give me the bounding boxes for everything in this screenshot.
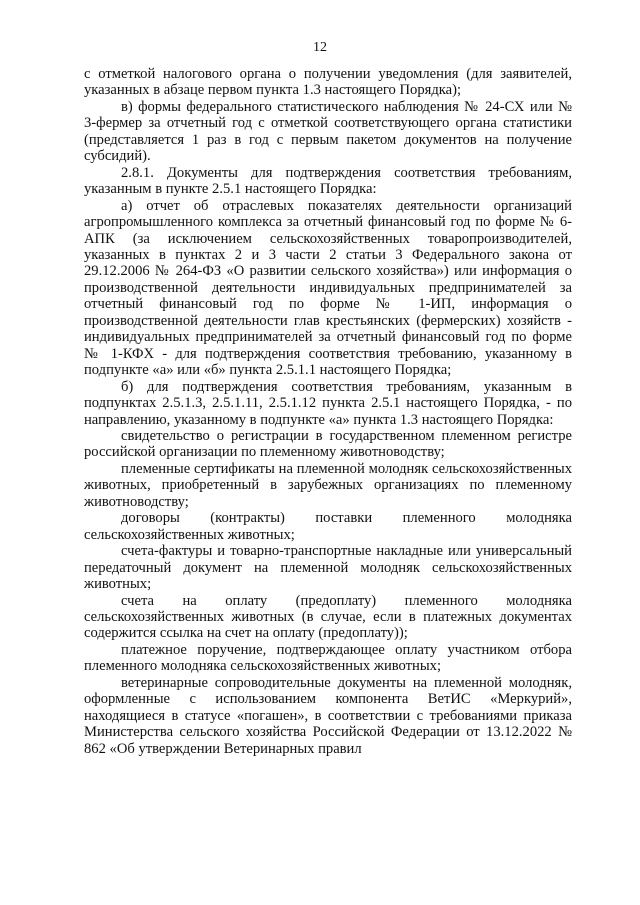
page-number: 12 — [313, 40, 327, 55]
paragraph-item-v: в) формы федерального статистического наблюдения № 24-СХ или № 3-фермер за отчетный год с отметкой соответствующего органа статистики (представляется 1 раз в год с первым пакетом документов на получение субсидий). — [84, 98, 572, 165]
paragraph-payment-invoices: счета на оплату (предоплату) племенного молодняка сельскохозяйственных животных (в случае, если в платежных документах содержится ссылка на счет на оплату (предоплату)); — [84, 592, 572, 642]
paragraph-payment-order: платежное поручение, подтверждающее оплату участником отбора племенного молодняка сельскохозяйственных животных; — [84, 641, 572, 675]
paragraph-registration-certificate: свидетельство о регистрации в государственном племенном регистре российской организации по племенному животноводству; — [84, 427, 572, 461]
paragraph-supply-contracts: договоры (контракты) поставки племенного молодняка сельскохозяйственных животных; — [84, 510, 572, 543]
paragraph-invoices: счета-фактуры и товарно-транспортные накладные или универсальный передаточный документ на племенной молодняк сельскохозяйственных животных; — [84, 543, 572, 593]
paragraph-item-a: а) отчет об отраслевых показателях деятельности организаций агропромышленного комплекса за отчетный финансовый год по форме № 6-АПК (за исключением сельскохозяйственных товаропроизводителей, указанных в пунктах 2 и 3 части 2 статьи 3 Федерального закона от 29.12.2006 № 264-ФЗ «О развитии сельского хозяйства») или информация о производственной деятельности индивидуальных предпринимателей за отчетный финансовый год по форме № 1-ИП, информация о производственной деятельности глав крестьянских (фермерских) хозяйств - индивидуальных предпринимателей за отчетный финансовый год по форме № 1-КФХ - для подтверждения соответствия требованию, указанному в подпункте «а» или «б» пункта 2.5.1.1 настоящего Порядка; — [84, 197, 572, 379]
paragraph-item-b: б) для подтверждения соответствия требованиям, указанным в подпунктах 2.5.1.3, 2.5.1.11, 2.5.1.12 пункта 2.5.1 настоящего Порядка, - по направлению, указанному в подпункте «а» пункта 1.3 настоящего Порядка: — [84, 378, 572, 428]
paragraph-continuation: с отметкой налогового органа о получении уведомления (для заявителей, указанных в абзаце первом пункта 1.3 настоящего Порядка); — [84, 66, 572, 99]
paragraph-section-2-8-1: 2.8.1. Документы для подтверждения соответствия требованиям, указанным в пункте 2.5.1 настоящего Порядка: — [84, 164, 572, 198]
paragraph-breeding-certificates: племенные сертификаты на племенной молодняк сельскохозяйственных животных, приобретенный в зарубежных организациях по племенному животноводству; — [84, 460, 572, 510]
paragraph-veterinary-documents: ветеринарные сопроводительные документы на племенной молодняк, оформленные с использованием компонента ВетИС «Меркурий», находящиеся в статусе «погашен», в соответствии с требованиями приказа Министерства сельского хозяйства Российской Федерации от 13.12.2022 № 862 «Об утверждении Ветеринарных правил — [84, 674, 572, 757]
page-body — [84, 66, 572, 757]
